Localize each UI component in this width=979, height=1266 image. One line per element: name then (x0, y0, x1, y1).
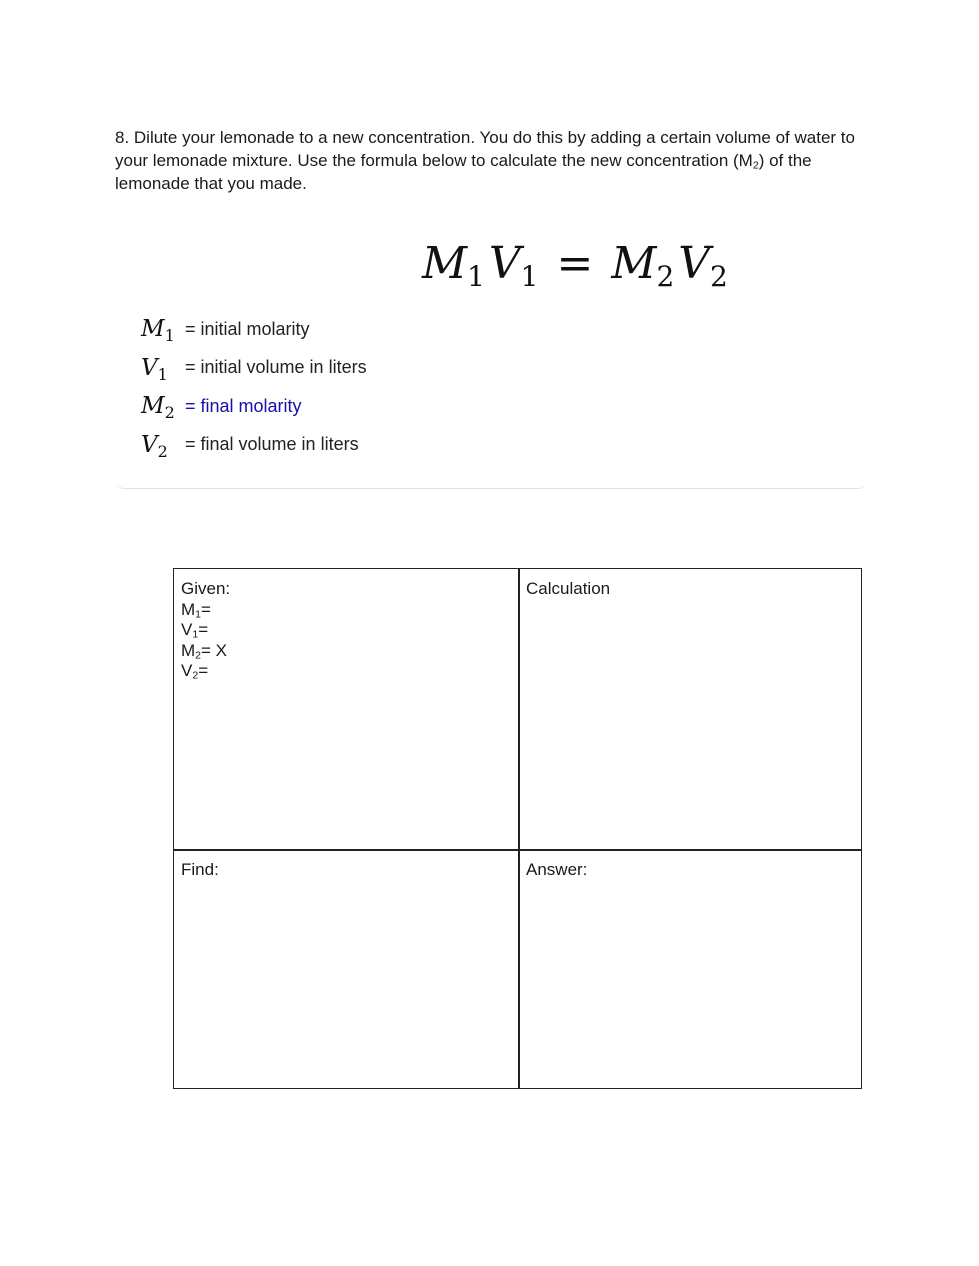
given-m1-line (181, 600, 230, 621)
given-letter: V (181, 620, 193, 639)
calculation-title: Calculation (526, 579, 611, 598)
given-value: = (198, 661, 209, 680)
legend-row-m1 (141, 310, 541, 349)
given-m2-line (181, 641, 230, 662)
formula-v1-sub: 1 (520, 260, 539, 293)
legend-symbol-m1 (141, 316, 185, 346)
given-cell[interactable] (181, 579, 230, 682)
legend-symbol-sub: 2 (164, 403, 175, 423)
legend-symbol-sub: 2 (157, 441, 168, 461)
dilution-formula (422, 236, 728, 292)
given-v1-line (181, 620, 230, 641)
formula-v1-letter: V (488, 238, 521, 289)
formula-m2-letter: M (611, 238, 657, 289)
table-vertical-rule (518, 569, 520, 1088)
legend-symbol-letter: V (141, 431, 158, 458)
formula-m1-letter: M (422, 238, 468, 289)
legend-definition-m1: = initial molarity (185, 318, 310, 339)
given-sub: 1 (195, 608, 202, 621)
formula-v2-sub: 2 (710, 260, 728, 293)
question-text-end: ) of the lemonade that you made. (115, 151, 812, 193)
given-value: = X (201, 640, 228, 660)
given-value: = (201, 599, 211, 619)
given-v2-line (181, 661, 230, 682)
formula-equals: = (556, 238, 594, 289)
legend-symbol-letter: M (141, 316, 165, 343)
given-sub: 2 (195, 649, 202, 662)
formula-m1-sub: 1 (467, 260, 485, 293)
table-horizontal-rule (174, 849, 861, 851)
legend-symbol-v1 (141, 354, 185, 384)
legend-definition-v2: = final volume in liters (185, 434, 359, 455)
given-sub: 1 (192, 628, 199, 641)
find-title: Find: (181, 860, 219, 879)
legend-row-v2 (141, 426, 541, 465)
question-subscript: 2 (752, 159, 759, 172)
legend-symbol-sub: 1 (157, 364, 168, 384)
worksheet-table (173, 568, 862, 1089)
given-letter: M (181, 640, 196, 660)
legend-symbol-v2 (141, 431, 185, 461)
legend-symbol-sub: 1 (164, 326, 175, 346)
formula-v2-letter: V (678, 238, 711, 289)
legend-symbol-m2 (141, 393, 185, 423)
answer-cell[interactable] (526, 860, 587, 881)
calculation-cell[interactable] (526, 579, 610, 600)
question-text-start: 8. Dilute your lemonade to a new concentration. You do this by adding a certain volume of water to your lemonade mixture. Use the formula below to calculate the new concentration (M (115, 128, 855, 170)
legend-definition-v1: = initial volume in liters (185, 357, 367, 378)
given-title: Given: (181, 579, 231, 598)
final-molarity-link[interactable]: = final molarity (185, 395, 302, 416)
legend-symbol-letter: V (141, 354, 158, 381)
variable-legend (141, 310, 541, 464)
given-sub: 2 (192, 669, 199, 682)
question-text (115, 126, 875, 195)
legend-symbol-letter: M (141, 393, 165, 420)
given-letter: M (181, 599, 196, 619)
find-cell[interactable] (181, 860, 219, 881)
given-value: = (198, 620, 209, 639)
given-letter: V (181, 661, 193, 680)
section-divider (116, 480, 866, 489)
legend-row-m2 (141, 387, 541, 426)
legend-row-v1 (141, 349, 541, 388)
formula-m2-sub: 2 (656, 260, 675, 293)
answer-title: Answer: (526, 860, 588, 879)
